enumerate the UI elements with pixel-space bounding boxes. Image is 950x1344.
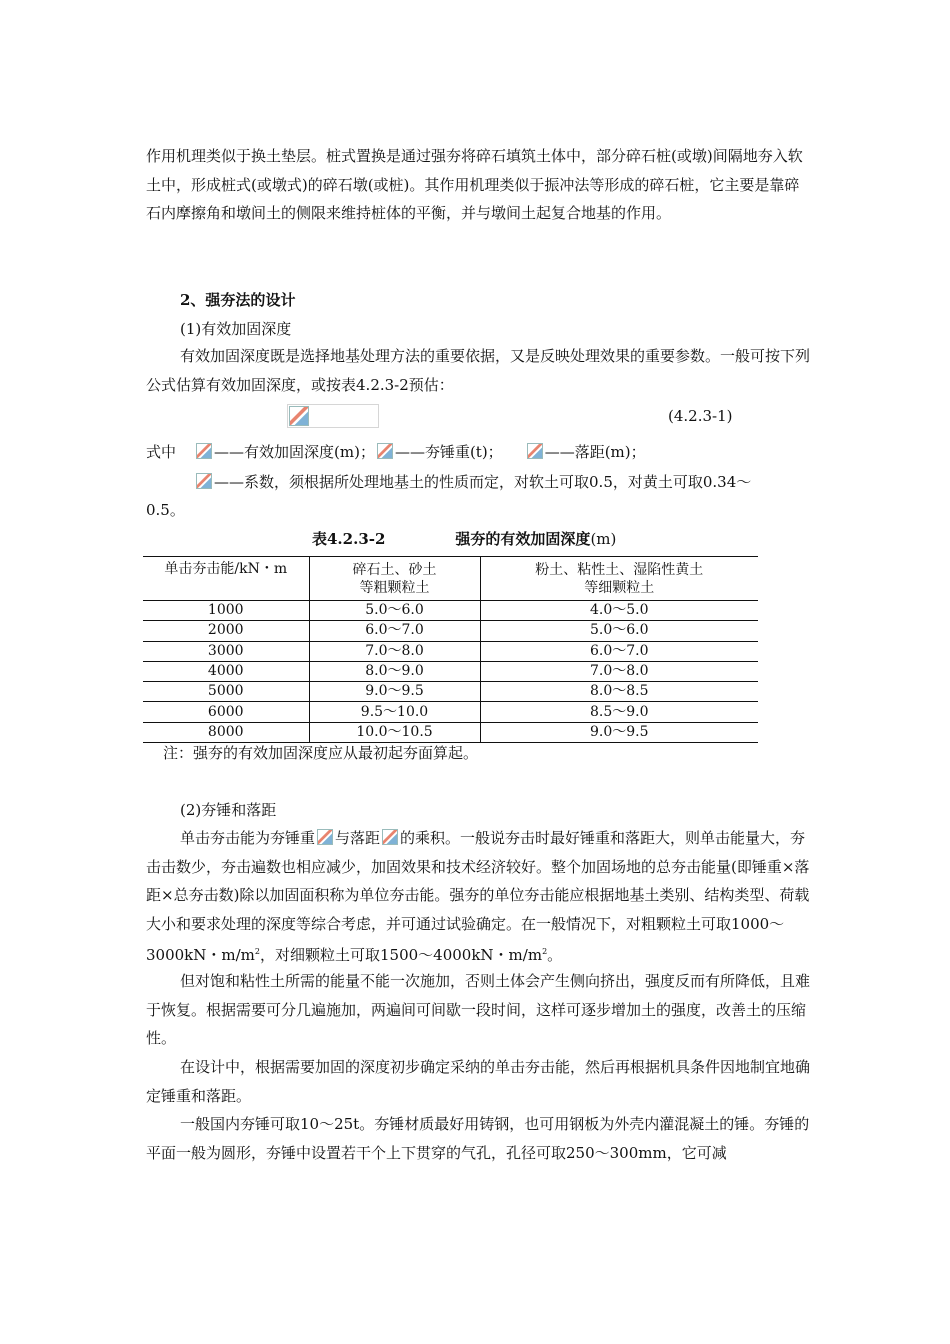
sub1-heading: (1)有效加固深度 [180,320,292,338]
table-row: 4000 8.0～9.0 7.0～8.0 [143,661,758,681]
sub2-paragraph-b: 但对饱和粘性土所需的能量不能一次施加，否则土体会产生侧向挤出，强度反而有所降低，且难于恢复。根据需要可分几遍施加，两遍间可间歇一段时间，这样可逐步增加土的强度，改善土的压缩性。 [146,972,811,1047]
intro-paragraph: 作用机理类似于换土垫层。桩式置换是通过强夯将碎石填筑土体中，部分碎石桩(或墩)间隔地夯入软土中，形成桩式(或墩式)的碎石墩(或桩)。其作用机理类似于振冲法等形成的碎石桩，它主要是靠碎石内摩擦角和墩间土的侧限来维持桩体的平衡，并与墩间土起复合地基的作用。 [146,147,803,222]
sub2-heading: (2)夯锤和落距 [180,801,277,819]
formula-placeholder-icon [289,406,309,426]
formula-image [287,404,379,428]
m-symbol-icon [317,829,333,845]
alpha-cont: 0.5。 [146,501,185,519]
table-row: 2000 6.0～7.0 5.0～6.0 [143,621,758,641]
h-symbol-icon [196,443,212,459]
table-row: 3000 7.0～8.0 6.0～7.0 [143,641,758,661]
h-desc: ——有效加固深度(m)； [214,443,375,461]
formula-number: (4.2.3-1) [668,407,733,425]
sub2-paragraph-d: 一般国内夯锤可取10～25t。夯锤材质最好用铸钢，也可用钢板为外壳内灌混凝土的锤。夯锤的平面一般为圆形，夯锤中设置若干个上下贯穿的气孔，孔径可取250～300mm，它可减 [146,1115,810,1162]
table-caption-title: 强夯的有效加固深度 [455,530,591,548]
where-line-2 [194,471,751,492]
table-row: 8000 10.0～10.5 9.0～9.5 [143,722,758,742]
sub1-paragraph: 有效加固深度既是选择地基处理方法的重要依据，又是反映处理效果的重要参数。一般可按下列公式估算有效加固深度，或按表4.2.3-2预估： [146,347,811,394]
alpha-symbol-icon [196,473,212,489]
table-caption-number: 表4.2.3-2 [312,530,386,548]
section-heading: 2、强夯法的设计 [180,291,296,309]
d-symbol-icon [527,443,543,459]
where-label: 式中 [146,443,177,461]
table-note: 注：强夯的有效加固深度应从最初起夯面算起。 [163,744,479,762]
m-symbol-icon [377,443,393,459]
d-symbol-icon [382,829,398,845]
table-row: 1000 5.0～6.0 4.0～5.0 [143,601,758,621]
table-header-row [143,557,758,601]
table-caption [312,528,616,549]
depth-table [143,556,758,743]
table-row: 5000 9.0～9.5 8.0～8.5 [143,682,758,702]
sub2-paragraph-a: 单击夯击能为夯锤重 与落距 的乘积。一般说夯击时最好锤重和落距大，则单击能量大，夯击击数少，夯击遍数也相应减少，加固效果和技术经济较好。整个加固场地的总夯击能量(即锤重×落距×总夯击数)除以加固面积称为单位夯击能。强夯的单位夯击能应根据地基土类别、结构类型、荷载大小和要求处理的深度等综合考虑，并可通过试验确定。在一般情况下，对粗颗粒土可取1000～3000kN・$m/m^2$，对细颗粒土可取1500～4000kN・$m/m^2$。 [146,829,810,964]
table-caption-unit: (m) [590,530,617,548]
where-line-1 [146,441,646,462]
alpha-desc: ——系数，须根据所处理地基土的性质而定，对软土可取0.5，对黄土可取0.34～ [214,473,752,491]
d-desc: ——落距(m)； [544,443,646,461]
header-coarse: 碎石土、砂土 等粗颗粒土 [309,557,480,601]
header-energy: 单击夯击能/kN・m [164,561,288,577]
m-desc: ——夯锤重(t)； [394,443,503,461]
table-row: 6000 9.5～10.0 8.5～9.0 [143,702,758,722]
header-fine: 粉土、粘性土、湿陷性黄土 等细颗粒土 [480,557,758,601]
sub2-paragraph-c: 在设计中，根据需要加固的深度初步确定采纳的单击夯击能，然后再根据机具条件因地制宜地确定锤重和落距。 [146,1058,811,1105]
